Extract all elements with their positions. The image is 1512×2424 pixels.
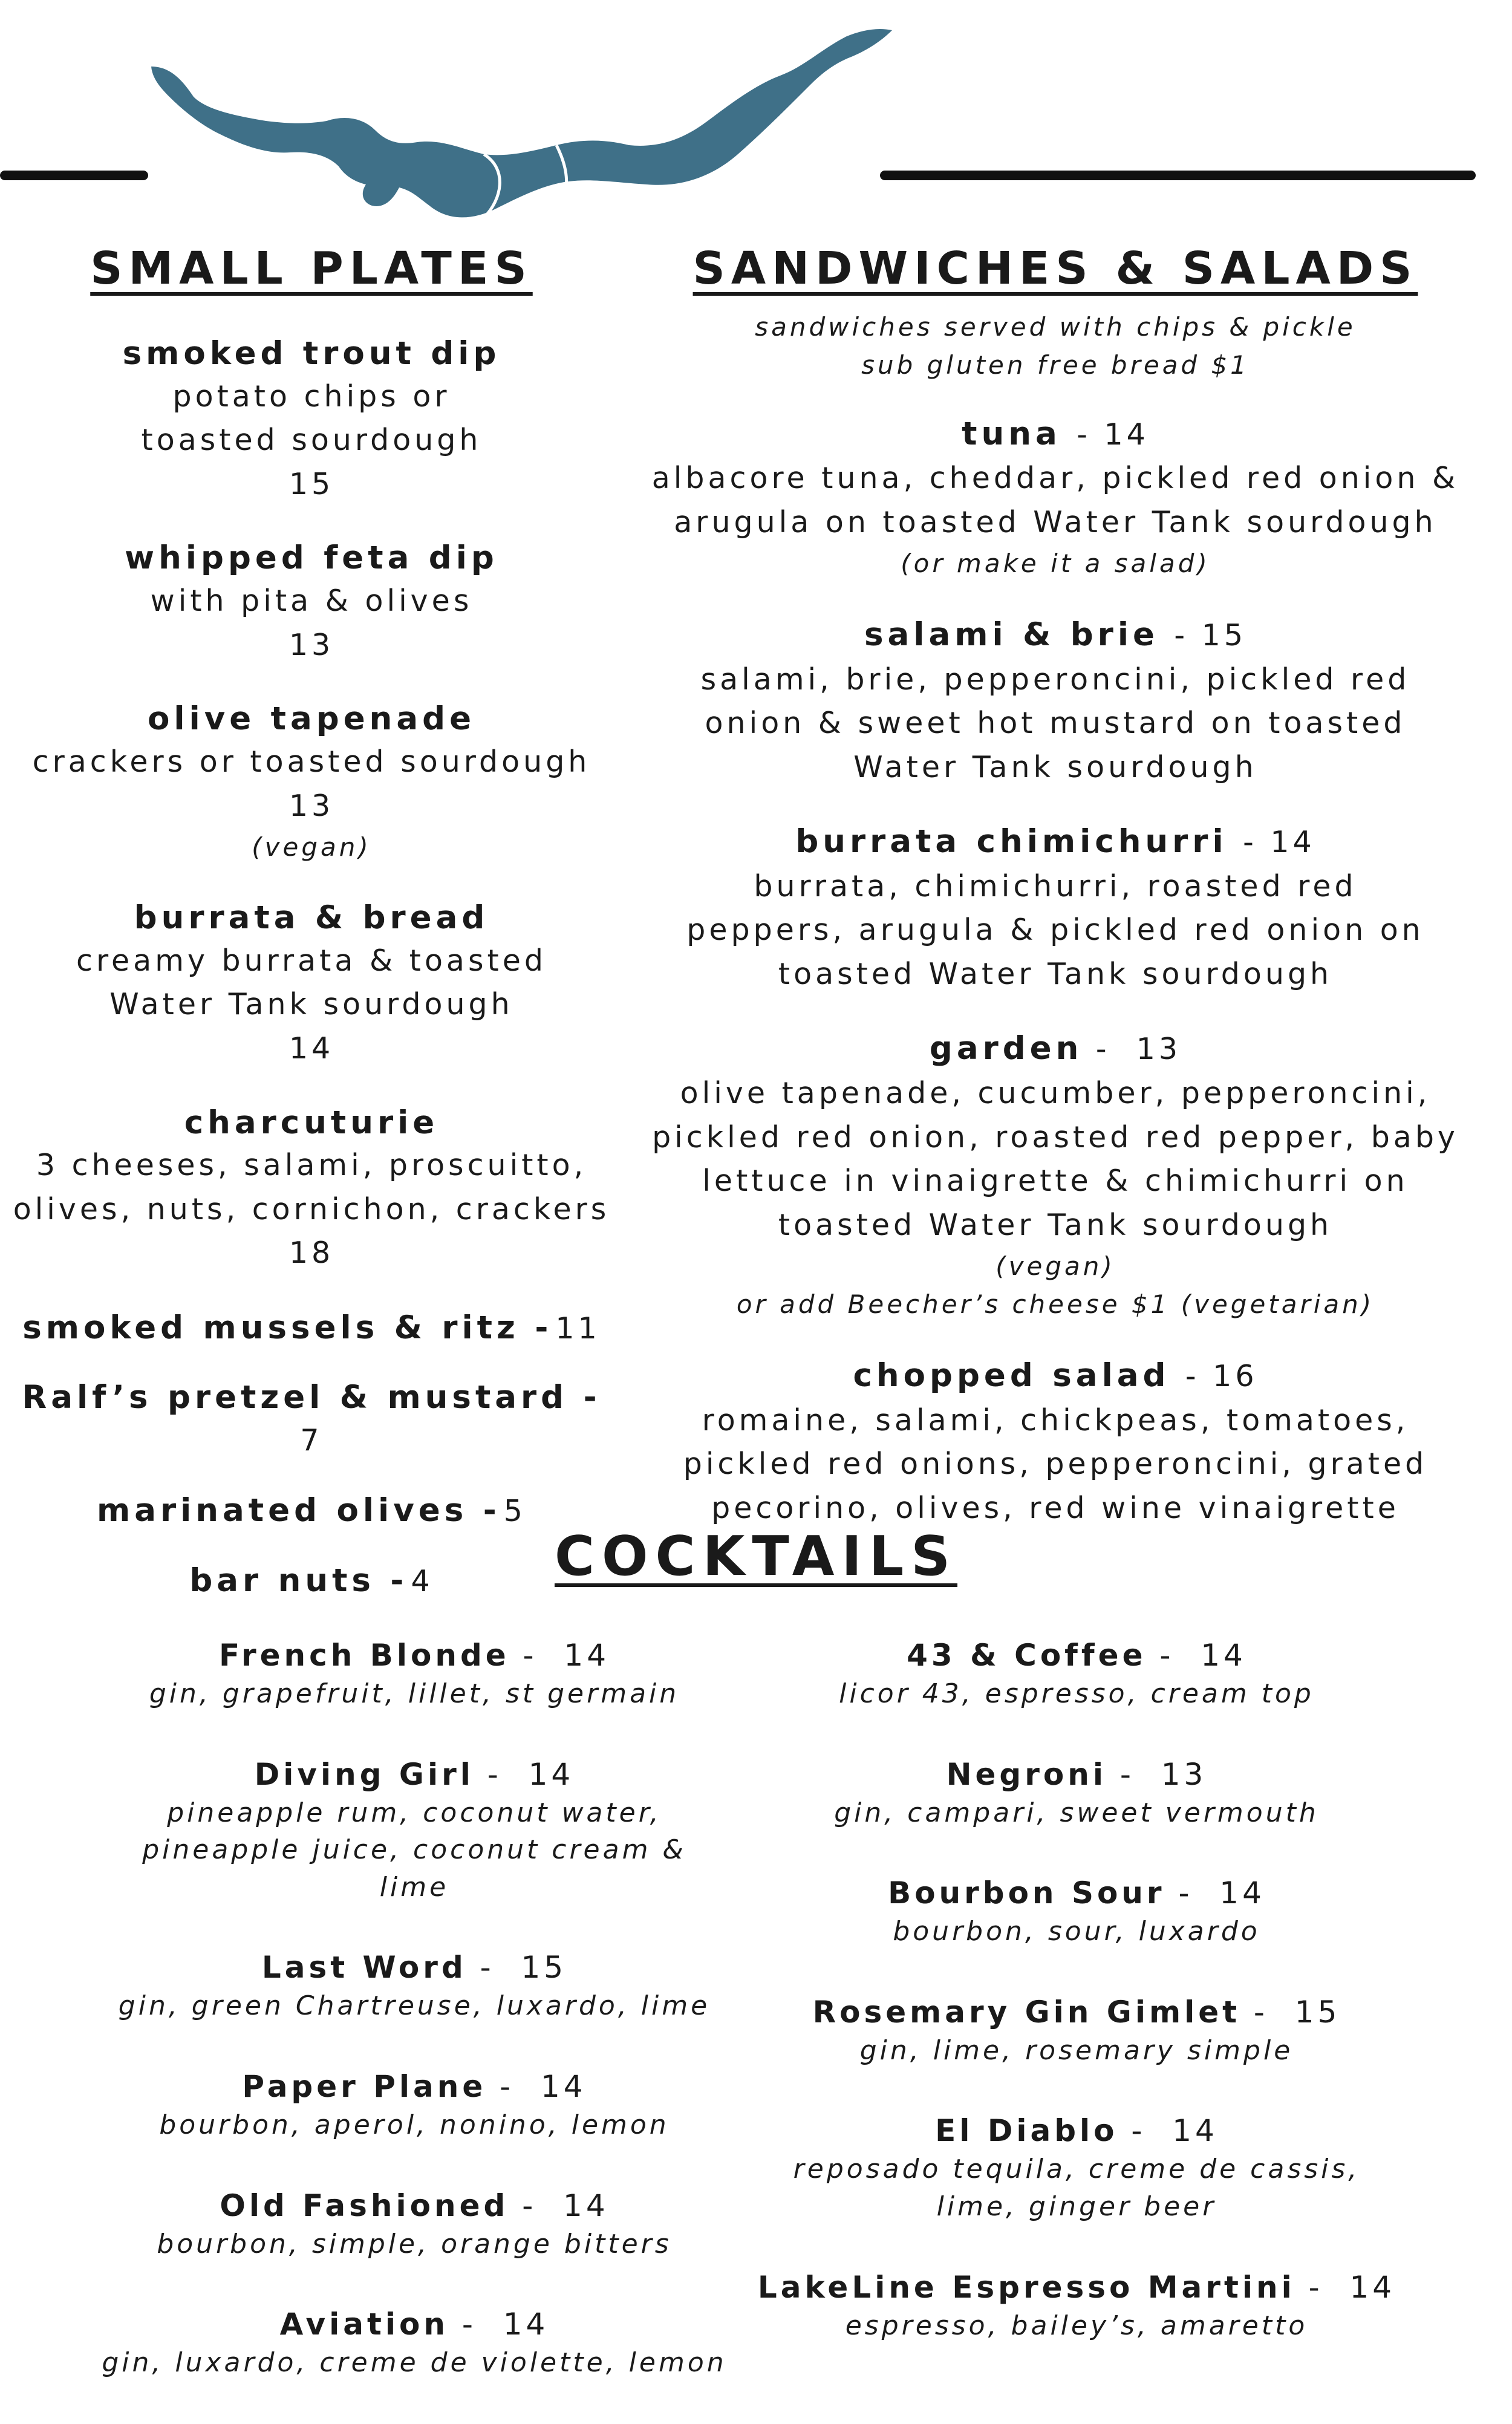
header-rule-left <box>0 171 148 180</box>
item-price: - 15 <box>466 1950 567 1986</box>
item-price: - 14 <box>509 1638 610 1673</box>
cocktail-item <box>97 1636 732 1713</box>
small-plates-heading: SMALL PLATES <box>90 243 533 295</box>
menu-item <box>650 1028 1461 1323</box>
item-price: - 14 <box>1165 1875 1265 1911</box>
menu-item <box>650 821 1461 996</box>
item-name: marinated olives - <box>97 1491 501 1529</box>
menu-item <box>650 1355 1461 1530</box>
item-desc: reposado tequila, creme de cassis, lime, ginger beer <box>793 2154 1360 2222</box>
item-name: Diving Girl <box>254 1756 474 1792</box>
item-name: burrata & bread <box>134 899 489 937</box>
item-note: or add Beecher’s cheese $1 (vegetarian) <box>736 1289 1375 1320</box>
item-desc: crackers or toasted sourdough <box>32 744 591 780</box>
item-desc: bourbon, aperol, nonino, lemon <box>159 2109 670 2140</box>
item-desc: romaine, salami, chickpeas, tomatoes, pickled red onions, pepperoncini, grated pecorino, olives, red wine vinaigrette <box>683 1403 1428 1525</box>
menu-item <box>12 1103 611 1276</box>
item-desc: espresso, bailey’s, amaretto <box>845 2310 1308 2341</box>
cocktails-left-column <box>97 1636 732 2424</box>
item-name: tuna <box>962 415 1061 452</box>
item-price: 13 <box>288 627 334 662</box>
small-plates-section <box>12 242 611 1635</box>
item-price: 11 <box>555 1311 601 1346</box>
item-note: (vegan) <box>996 1251 1115 1282</box>
item-desc: creamy burrata & toasted Water Tank sourdough <box>76 943 547 1022</box>
item-name: bar nuts - <box>189 1562 408 1600</box>
cocktail-item <box>744 1755 1409 1832</box>
item-price: - 14 <box>449 2307 549 2342</box>
cocktail-item <box>97 2305 732 2382</box>
item-price: - 15 <box>1240 1994 1341 2030</box>
item-name: Bourbon Sour <box>888 1875 1165 1911</box>
item-desc: licor 43, espresso, cream top <box>839 1678 1314 1709</box>
item-name: French Blonde <box>218 1638 510 1673</box>
cocktail-item <box>744 2111 1409 2225</box>
item-price: 7 <box>300 1423 323 1458</box>
item-desc: olive tapenade, cucumber, pepperoncini, pickled red onion, roasted red pepper, baby lettuce in vinaigrette & chimichurri on toasted Water Tank sourdough <box>652 1075 1459 1242</box>
item-desc: gin, luxardo, creme de violette, lemon <box>102 2347 727 2379</box>
item-desc: pineapple rum, coconut water, pineapple juice, coconut cream & lime <box>142 1797 686 1903</box>
menu-item <box>12 699 611 866</box>
item-name: burrata chimichurri <box>795 823 1228 861</box>
item-price: - 13 <box>1083 1032 1182 1067</box>
menu-item <box>12 333 611 506</box>
item-price: 5 <box>503 1493 526 1528</box>
sandwiches-subtitle: sub gluten free bread $1 <box>861 350 1250 380</box>
item-name: LakeLine Espresso Martini <box>757 2269 1295 2305</box>
item-price: 4 <box>411 1564 434 1599</box>
item-price: - 14 <box>1118 2113 1218 2149</box>
item-name: garden <box>929 1030 1083 1067</box>
item-price: - 14 <box>1077 417 1149 452</box>
sandwiches-subtitle: sandwiches served with chips & pickle <box>755 311 1356 342</box>
item-price: 14 <box>288 1031 334 1066</box>
item-price: - 14 <box>474 1756 575 1792</box>
item-price: - 13 <box>1106 1756 1207 1792</box>
item-price: - 15 <box>1174 618 1246 653</box>
item-desc: gin, grapefruit, lillet, st germain <box>149 1678 680 1709</box>
item-name: whipped feta dip <box>125 539 498 577</box>
item-desc: albacore tuna, cheddar, pickled red onion & arugula on toasted Water Tank sourdough <box>651 461 1459 539</box>
cocktail-item <box>97 2186 732 2263</box>
item-desc: gin, green Chartreuse, luxardo, lime <box>118 1990 711 2022</box>
item-name: smoked mussels & ritz - <box>22 1309 553 1346</box>
item-name: smoked trout dip <box>122 334 501 372</box>
item-price: 15 <box>288 466 334 501</box>
cocktail-item <box>744 2268 1409 2345</box>
item-name: Negroni <box>946 1756 1107 1792</box>
item-name: 43 & Coffee <box>907 1638 1147 1673</box>
menu-item <box>12 538 611 667</box>
cocktails-heading-wrap <box>0 1524 1512 1589</box>
item-desc: burrata, chimichurri, roasted red peppers, arugula & pickled red onion on toasted Water Tank sourdough <box>686 868 1424 991</box>
header-rule-right <box>880 171 1476 180</box>
item-name: Ralf’s pretzel & mustard - <box>22 1379 601 1416</box>
item-desc: gin, campari, sweet vermouth <box>834 1797 1319 1828</box>
cocktail-item <box>744 1993 1409 2070</box>
item-name: Last Word <box>261 1950 467 1986</box>
sandwiches-section <box>650 242 1461 1562</box>
item-name: salami & brie <box>864 616 1159 654</box>
menu-item <box>12 1307 611 1351</box>
menu-item <box>650 614 1461 789</box>
menu-item <box>12 898 611 1070</box>
item-desc: with pita & olives <box>150 584 473 619</box>
item-note: (or make it a salad) <box>901 549 1210 579</box>
item-name: Old Fashioned <box>220 2188 509 2223</box>
cocktails-right-column <box>744 1636 1409 2387</box>
item-price: 13 <box>288 788 334 823</box>
item-price: - 14 <box>1243 825 1315 860</box>
item-name: El Diablo <box>935 2113 1118 2149</box>
cocktail-item <box>97 1755 732 1906</box>
item-price: - 14 <box>1295 2269 1396 2305</box>
item-name: Paper Plane <box>242 2068 487 2104</box>
diver-icon <box>145 24 895 242</box>
item-name: olive tapenade <box>147 700 476 738</box>
sandwiches-heading: SANDWICHES & SALADS <box>692 243 1418 295</box>
item-desc: salami, brie, pepperoncini, pickled red onion & sweet hot mustard on toasted Water Tank sourdough <box>700 662 1410 784</box>
item-price: 18 <box>288 1236 334 1271</box>
item-price: - 14 <box>509 2188 609 2223</box>
item-desc: bourbon, sour, luxardo <box>893 1916 1260 1947</box>
menu-item <box>12 1377 611 1462</box>
menu-item <box>650 413 1461 583</box>
cocktails-heading: COCKTAILS <box>554 1525 958 1588</box>
item-price: - 16 <box>1185 1359 1258 1394</box>
item-desc: potato chips or toasted sourdough <box>141 379 482 458</box>
item-name: chopped salad <box>853 1357 1170 1395</box>
item-desc: bourbon, simple, orange bitters <box>157 2228 672 2259</box>
item-name: Aviation <box>279 2307 449 2342</box>
cocktail-item <box>744 1636 1409 1713</box>
cocktail-item <box>97 2067 732 2144</box>
item-desc: gin, lime, rosemary simple <box>859 2035 1294 2066</box>
item-name: Rosemary Gin Gimlet <box>812 1994 1241 2030</box>
item-name: charcuturie <box>184 1104 439 1141</box>
item-price: - 14 <box>1146 1638 1246 1673</box>
item-desc: 3 cheeses, salami, proscuitto, olives, nuts, cornichon, crackers <box>13 1148 610 1227</box>
item-price: - 14 <box>486 2068 587 2104</box>
item-note: (vegan) <box>252 832 371 862</box>
cocktail-item <box>97 1948 732 2025</box>
cocktail-item <box>744 1874 1409 1950</box>
